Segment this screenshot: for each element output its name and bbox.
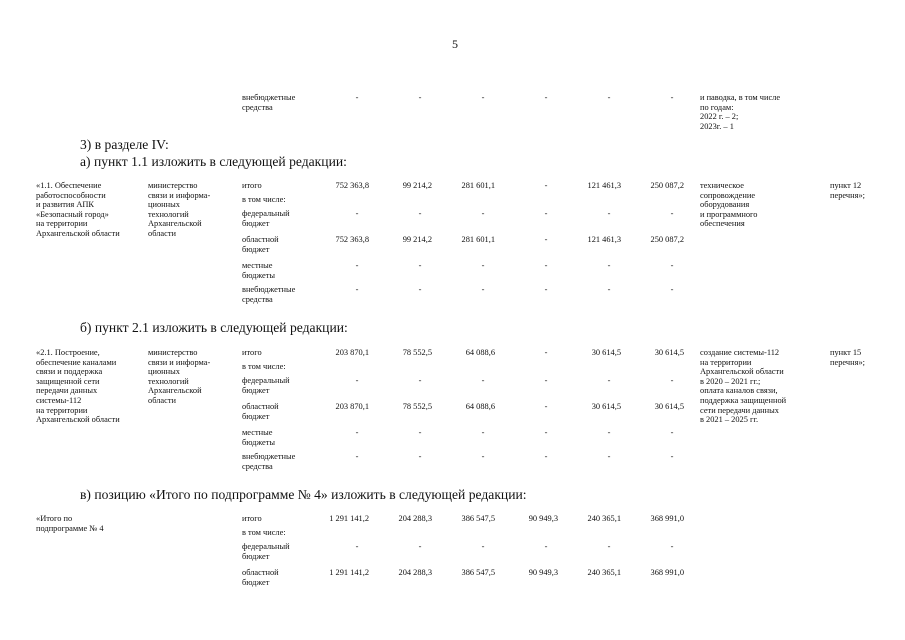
- executor-name: ционных: [148, 200, 180, 210]
- note-text: обеспечения: [700, 219, 745, 229]
- value-cell: -: [355, 261, 359, 270]
- value-cell: -: [670, 209, 674, 218]
- value-cell: 752 363,8: [335, 181, 369, 190]
- executor-name: технологий: [148, 376, 189, 386]
- value-cell: -: [607, 261, 611, 270]
- value-cell: 1 291 141,2: [329, 568, 369, 577]
- funding-source-label: итого: [242, 181, 262, 190]
- value-cell: -: [418, 452, 422, 461]
- value-cell: -: [481, 542, 485, 551]
- note-text: Архангельской области: [700, 367, 784, 377]
- value-cell: 30 614,5: [654, 348, 684, 357]
- funding-source-label: бюджет: [242, 577, 270, 587]
- value-cell: -: [670, 285, 674, 294]
- value-cell: -: [670, 261, 674, 270]
- value-cell: -: [418, 428, 422, 437]
- value-cell: 281 601,1: [461, 235, 495, 244]
- executor-name: министерство: [148, 181, 198, 190]
- executor-name: министерство: [148, 348, 198, 357]
- value-cell: 90 949,3: [528, 514, 558, 523]
- funding-source-label: средства: [242, 294, 273, 304]
- funding-source-label: внебюджетные: [242, 452, 296, 461]
- value-cell: -: [544, 402, 548, 411]
- value-cell: 368 991,0: [650, 514, 684, 523]
- measure-name: Архангельской области: [36, 415, 120, 425]
- funding-source-label: в том числе:: [242, 362, 286, 371]
- value-cell: 386 547,5: [461, 568, 495, 577]
- value-cell: -: [607, 376, 611, 385]
- note-text: 2022 г. – 2;: [700, 112, 739, 122]
- value-cell: -: [418, 285, 422, 294]
- item-heading: а) пункт 1.1 изложить в следующей редакции:: [80, 154, 347, 169]
- funding-source-label: областной: [242, 235, 279, 244]
- value-cell: 250 087,2: [650, 235, 684, 244]
- value-cell: -: [355, 93, 359, 102]
- note-text: оплата каналов связи,: [700, 386, 778, 396]
- reference-text: перечня»;: [830, 190, 865, 200]
- value-cell: 752 363,8: [335, 235, 369, 244]
- value-cell: 99 214,2: [402, 181, 432, 190]
- value-cell: -: [607, 542, 611, 551]
- measure-name: связи и поддержка: [36, 367, 103, 377]
- value-cell: -: [418, 542, 422, 551]
- reference-text: перечня»;: [830, 357, 865, 367]
- note-text: 2023г. – 1: [700, 121, 734, 131]
- value-cell: -: [481, 376, 485, 385]
- funding-source-label: бюджеты: [242, 437, 276, 447]
- funding-source-label: бюджет: [242, 385, 270, 395]
- value-cell: -: [418, 261, 422, 270]
- measure-name: защищенной сети: [36, 376, 100, 386]
- value-cell: -: [418, 376, 422, 385]
- measure-name: «2.1. Построение,: [36, 348, 100, 357]
- funding-source-label: областной: [242, 402, 279, 411]
- value-cell: -: [418, 93, 422, 102]
- funding-source-label: бюджеты: [242, 270, 276, 280]
- measure-name: «Безопасный город»: [36, 209, 109, 219]
- value-cell: 203 870,1: [335, 402, 369, 411]
- funding-source-label: средства: [242, 461, 273, 471]
- value-cell: -: [355, 428, 359, 437]
- note-text: и программного: [700, 209, 758, 219]
- value-cell: 386 547,5: [461, 514, 495, 523]
- funding-source-label: федеральный: [242, 209, 290, 218]
- value-cell: 240 365,1: [587, 514, 621, 523]
- funding-source-label: итого: [242, 514, 262, 523]
- value-cell: 204 288,3: [398, 514, 432, 523]
- value-cell: 30 614,5: [591, 402, 621, 411]
- funding-source-label: бюджет: [242, 411, 270, 421]
- value-cell: -: [355, 542, 359, 551]
- reference-text: пункт 12: [830, 181, 862, 190]
- value-cell: 204 288,3: [398, 568, 432, 577]
- value-cell: 64 088,6: [465, 402, 495, 411]
- funding-source-label: внебюджетные: [242, 285, 296, 294]
- executor-name: связи и информа-: [148, 357, 211, 367]
- value-cell: 78 552,5: [402, 348, 432, 357]
- value-cell: 203 870,1: [335, 348, 369, 357]
- value-cell: -: [670, 428, 674, 437]
- value-cell: -: [355, 376, 359, 385]
- value-cell: -: [481, 93, 485, 102]
- executor-name: технологий: [148, 209, 189, 219]
- executor-name: Архангельской: [148, 219, 202, 229]
- page-number: 5: [452, 37, 458, 51]
- value-cell: -: [670, 376, 674, 385]
- note-text: в 2020 – 2021 гг.;: [700, 376, 761, 386]
- value-cell: -: [481, 428, 485, 437]
- note-text: поддержка защищенной: [700, 396, 787, 405]
- value-cell: -: [544, 376, 548, 385]
- value-cell: 121 461,3: [587, 181, 621, 190]
- executor-name: области: [148, 229, 176, 238]
- funding-source-label: бюджет: [242, 218, 270, 228]
- executor-name: области: [148, 396, 176, 405]
- funding-source-label: итого: [242, 348, 262, 357]
- value-cell: 99 214,2: [402, 235, 432, 244]
- note-text: в 2021 – 2025 гг.: [700, 415, 759, 425]
- value-cell: 1 291 141,2: [329, 514, 369, 523]
- value-cell: -: [481, 285, 485, 294]
- value-cell: -: [544, 542, 548, 551]
- measure-name: «1.1. Обеспечение: [36, 181, 102, 190]
- measure-name: на территории: [36, 219, 88, 229]
- value-cell: 121 461,3: [587, 235, 621, 244]
- note-text: оборудования: [700, 200, 750, 210]
- value-cell: 64 088,6: [465, 348, 495, 357]
- note-text: по годам:: [700, 102, 734, 112]
- item-heading: б) пункт 2.1 изложить в следующей редакции:: [80, 320, 348, 335]
- value-cell: -: [544, 209, 548, 218]
- value-cell: 281 601,1: [461, 181, 495, 190]
- note-text: сети передачи данных: [700, 405, 779, 415]
- value-cell: -: [544, 181, 548, 190]
- funding-source-label: бюджет: [242, 244, 270, 254]
- note-text: сопровождение: [700, 190, 756, 200]
- value-cell: -: [544, 428, 548, 437]
- value-cell: -: [607, 285, 611, 294]
- value-cell: -: [481, 452, 485, 461]
- funding-source-label: в том числе:: [242, 528, 286, 537]
- value-cell: -: [355, 285, 359, 294]
- funding-source-label: местные: [242, 261, 273, 270]
- value-cell: -: [670, 452, 674, 461]
- value-cell: 240 365,1: [587, 568, 621, 577]
- item-heading: в) позицию «Итого по подпрограмме № 4» изложить в следующей редакции:: [80, 487, 527, 502]
- funding-source-label: федеральный: [242, 376, 290, 385]
- funding-source-label: местные: [242, 428, 273, 437]
- value-cell: -: [607, 93, 611, 102]
- value-cell: -: [544, 93, 548, 102]
- executor-name: связи и информа-: [148, 190, 211, 200]
- reference-text: пункт 15: [830, 348, 862, 357]
- value-cell: -: [418, 209, 422, 218]
- value-cell: -: [355, 209, 359, 218]
- value-cell: -: [481, 261, 485, 270]
- funding-source-label: бюджет: [242, 551, 270, 561]
- measure-name: системы-112: [36, 396, 82, 405]
- value-cell: -: [544, 285, 548, 294]
- executor-name: Архангельской: [148, 386, 202, 396]
- value-cell: -: [481, 209, 485, 218]
- value-cell: -: [544, 452, 548, 461]
- measure-name: Архангельской области: [36, 229, 120, 238]
- measure-name: и развития АПК: [36, 200, 94, 210]
- value-cell: -: [355, 452, 359, 461]
- value-cell: 30 614,5: [591, 348, 621, 357]
- funding-source-label: федеральный: [242, 542, 290, 551]
- value-cell: 368 991,0: [650, 568, 684, 577]
- funding-source-label: внебюджетные: [242, 93, 296, 102]
- measure-name: работоспособности: [36, 190, 106, 200]
- measure-name: подпрограмме № 4: [36, 523, 104, 533]
- value-cell: -: [607, 452, 611, 461]
- note-text: на территории: [700, 357, 752, 367]
- value-cell: -: [544, 348, 548, 357]
- measure-name: на территории: [36, 405, 88, 415]
- note-text: техническое: [700, 181, 744, 190]
- value-cell: -: [670, 542, 674, 551]
- note-text: создание системы-112: [700, 348, 780, 357]
- value-cell: 250 087,2: [650, 181, 684, 190]
- value-cell: 90 949,3: [528, 568, 558, 577]
- funding-source-label: в том числе:: [242, 195, 286, 204]
- value-cell: -: [544, 235, 548, 244]
- value-cell: -: [607, 209, 611, 218]
- value-cell: -: [607, 428, 611, 437]
- measure-name: передачи данных: [36, 386, 98, 396]
- value-cell: 30 614,5: [654, 402, 684, 411]
- funding-source-label: областной: [242, 568, 279, 577]
- value-cell: 78 552,5: [402, 402, 432, 411]
- note-text: и паводка, в том числе: [700, 93, 781, 102]
- funding-source-label: средства: [242, 102, 273, 112]
- measure-name: «Итого по: [36, 514, 73, 523]
- value-cell: -: [544, 261, 548, 270]
- section-heading: 3) в разделе IV:: [80, 137, 169, 152]
- executor-name: ционных: [148, 367, 180, 377]
- value-cell: -: [670, 93, 674, 102]
- measure-name: обеспечение каналами: [36, 357, 117, 367]
